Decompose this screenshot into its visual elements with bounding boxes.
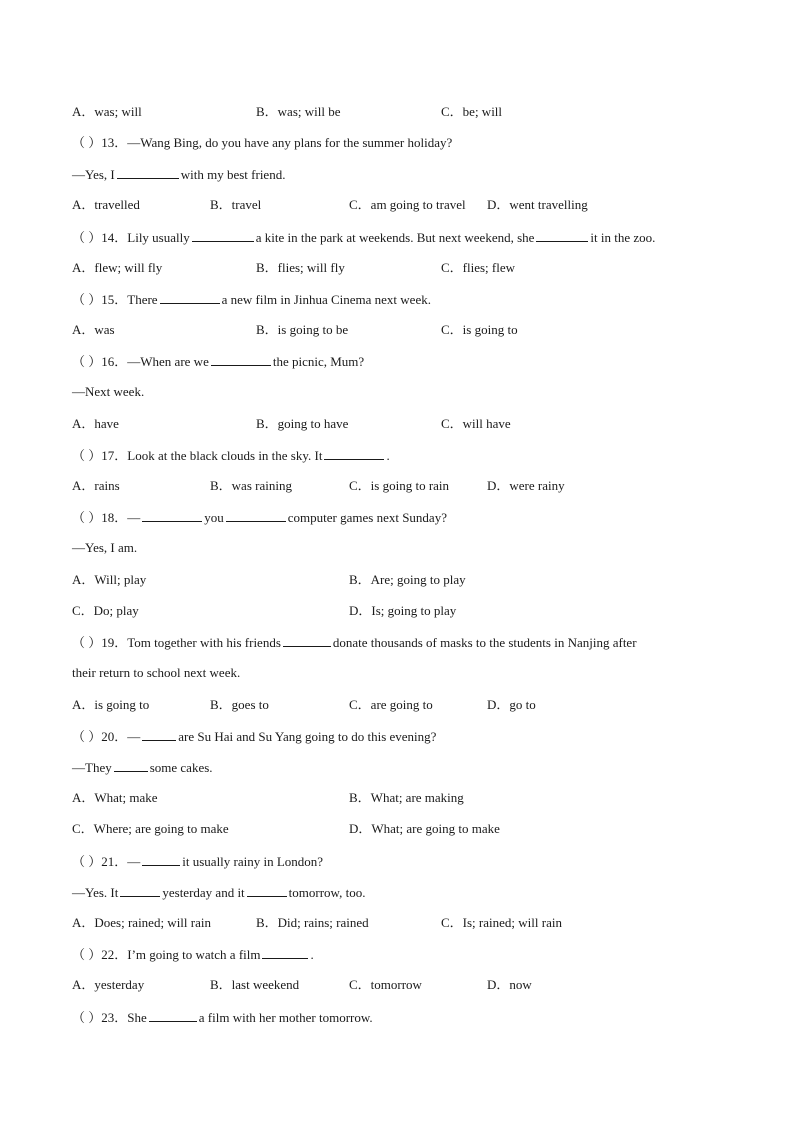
q13-answer-post: with my best friend.	[180, 167, 286, 182]
q14-blank-2[interactable]	[536, 228, 588, 242]
q16-answer: —Next week.	[72, 384, 145, 399]
q17-options-row	[0, 477, 794, 495]
q16-option-a: A．have	[72, 416, 119, 431]
q14-blank-1[interactable]	[192, 228, 254, 242]
q16-stem-post: the picnic, Mum?	[272, 354, 365, 369]
q22-options-row	[0, 976, 794, 994]
q18-blank-2[interactable]	[226, 508, 286, 522]
q16-options-row	[0, 415, 794, 433]
q18-stem-row	[0, 508, 794, 526]
q18-option-a: A．Will; play	[72, 572, 147, 587]
q20-answer-pre: —They	[72, 760, 112, 775]
q21-stem-post: it usually rainy in London?	[182, 854, 324, 869]
q13-options-row	[0, 196, 794, 214]
q17-blank[interactable]	[324, 446, 384, 460]
q21-answer-blank-1[interactable]	[120, 883, 160, 897]
q19-option-d: D．go to	[487, 697, 536, 712]
q18-option-c: C．Do; play	[72, 603, 139, 618]
q22-prefix: （ ）22．	[72, 947, 128, 962]
q22-blank[interactable]	[262, 945, 308, 959]
q15-stem-post: a new film in Jinhua Cinema next week.	[221, 292, 431, 307]
q15-option-b: B．is going to be	[256, 322, 349, 337]
q23-stem-row	[0, 1008, 794, 1026]
q13-answer-blank[interactable]	[117, 165, 179, 179]
q14-stem-row	[0, 228, 794, 246]
q17-option-d: D．were rainy	[487, 478, 565, 493]
q21-option-a: A．Does; rained; will rain	[72, 915, 211, 930]
q19-option-c: C．are going to	[349, 697, 433, 712]
q20-answer-row	[0, 758, 794, 776]
q14-stem-mid: a kite in the park at weekends. But next weekend, she	[255, 230, 535, 245]
q14-options-row	[0, 259, 794, 277]
q16-option-c: C．will have	[441, 416, 511, 431]
q15-prefix: （ ）15．	[72, 292, 128, 307]
q23-prefix: （ ）23．	[72, 1010, 128, 1025]
q20-options-row-2	[0, 820, 794, 838]
q15-blank[interactable]	[160, 290, 220, 304]
q15-stem-row	[0, 290, 794, 308]
q18-options-row-1	[0, 571, 794, 589]
q12-option-b: B．was; will be	[256, 104, 341, 119]
q19-stem-row-2	[0, 664, 794, 682]
q13-stem: —Wang Bing, do you have any plans for the summer holiday?	[127, 135, 453, 150]
q21-option-b: B．Did; rains; rained	[256, 915, 369, 930]
q14-option-c: C．flies; flew	[441, 260, 516, 275]
q21-option-c: C．Is; rained; will rain	[441, 915, 562, 930]
q21-answer-row	[0, 883, 794, 901]
q14-stem-pre: Lily usually	[127, 230, 190, 245]
q18-options-row-2	[0, 602, 794, 620]
q16-stem-pre: —When are we	[127, 354, 209, 369]
q23-stem-pre: She	[127, 1010, 147, 1025]
q20-option-d: D．What; are going to make	[349, 821, 500, 836]
q18-answer-row	[0, 539, 794, 557]
q14-prefix: （ ）14．	[72, 230, 128, 245]
q17-option-b: B．was raining	[210, 478, 292, 493]
q18-answer: —Yes, I am.	[72, 540, 138, 555]
q19-prefix: （ ）19．	[72, 635, 128, 650]
q22-stem-pre: I’m going to watch a film	[127, 947, 261, 962]
q14-option-b: B．flies; will fly	[256, 260, 345, 275]
q18-prefix: （ ）18．	[72, 510, 128, 525]
q13-answer-row	[0, 165, 794, 183]
q20-stem-post: are Su Hai and Su Yang going to do this evening?	[178, 729, 437, 744]
q18-option-d: D．Is; going to play	[349, 603, 457, 618]
q18-blank-1[interactable]	[142, 508, 202, 522]
q15-stem-pre: There	[127, 292, 158, 307]
q13-prefix: （ ）13．	[72, 135, 128, 150]
q20-stem-pre: —	[127, 729, 141, 744]
q22-option-d: D．now	[487, 977, 532, 992]
q19-stem-line2: their return to school next week.	[72, 665, 241, 680]
q22-option-b: B．last weekend	[210, 977, 300, 992]
q23-stem-post: a film with her mother tomorrow.	[198, 1010, 373, 1025]
q19-option-b: B．goes to	[210, 697, 269, 712]
q18-stem-mid: you	[204, 510, 224, 525]
q21-blank[interactable]	[142, 852, 180, 866]
q13-answer-pre: —Yes, I	[72, 167, 115, 182]
q20-option-a: A．What; make	[72, 790, 158, 805]
q17-stem-row	[0, 446, 794, 464]
q21-options-row	[0, 914, 794, 932]
q16-option-b: B．going to have	[256, 416, 349, 431]
q12-option-a: A．was; will	[72, 104, 142, 119]
q17-option-c: C．is going to rain	[349, 478, 450, 493]
q21-stem-pre: —	[127, 854, 141, 869]
q13-option-d: D．went travelling	[487, 197, 588, 212]
q15-option-a: A．was	[72, 322, 115, 337]
q17-option-a: A．rains	[72, 478, 120, 493]
q21-prefix: （ ）21．	[72, 854, 128, 869]
q22-stem-post: .	[310, 947, 314, 962]
q17-stem-pre: Look at the black clouds in the sky. It	[127, 448, 323, 463]
q19-stem-pre: Tom together with his friends	[127, 635, 281, 650]
q12-options-row	[0, 103, 794, 121]
q20-blank[interactable]	[142, 727, 176, 741]
q20-option-c: C．Where; are going to make	[72, 821, 229, 836]
q15-option-c: C．is going to	[441, 322, 518, 337]
q21-stem-row	[0, 852, 794, 870]
q19-option-a: A．is going to	[72, 697, 150, 712]
q23-blank[interactable]	[149, 1008, 197, 1022]
q19-stem-row	[0, 633, 794, 651]
q12-option-c: C．be; will	[441, 104, 503, 119]
q21-answer-mid: yesterday and it	[162, 885, 245, 900]
q22-option-c: C．tomorrow	[349, 977, 422, 992]
q18-stem-post: computer games next Sunday?	[287, 510, 447, 525]
q13-option-b: B．travel	[210, 197, 262, 212]
q16-stem-row	[0, 352, 794, 370]
q22-option-a: A．yesterday	[72, 977, 145, 992]
q13-option-c: C．am going to travel	[349, 197, 466, 212]
q20-option-b: B．What; are making	[349, 790, 464, 805]
q20-answer-post: some cakes.	[149, 760, 213, 775]
q15-options-row	[0, 321, 794, 339]
q16-prefix: （ ）16．	[72, 354, 128, 369]
q14-stem-post: it in the zoo.	[590, 230, 656, 245]
q21-answer-pre: —Yes. It	[72, 885, 119, 900]
q13-stem-row	[0, 134, 794, 152]
q19-blank[interactable]	[283, 633, 331, 647]
q20-answer-blank[interactable]	[114, 758, 148, 772]
q20-prefix: （ ）20．	[72, 729, 128, 744]
q18-option-b: B．Are; going to play	[349, 572, 466, 587]
q17-stem-post: .	[386, 448, 390, 463]
q22-stem-row	[0, 945, 794, 963]
q19-options-row	[0, 696, 794, 714]
q13-option-a: A．travelled	[72, 197, 140, 212]
q21-answer-post: tomorrow, too.	[288, 885, 366, 900]
q20-stem-row	[0, 727, 794, 745]
q18-stem-pre: —	[127, 510, 141, 525]
q17-prefix: （ ）17．	[72, 448, 128, 463]
q14-option-a: A．flew; will fly	[72, 260, 163, 275]
q16-blank[interactable]	[211, 352, 271, 366]
q19-stem-post: donate thousands of masks to the students in Nanjing after	[332, 635, 637, 650]
q21-answer-blank-2[interactable]	[247, 883, 287, 897]
q16-answer-row	[0, 383, 794, 401]
q20-options-row-1	[0, 789, 794, 807]
